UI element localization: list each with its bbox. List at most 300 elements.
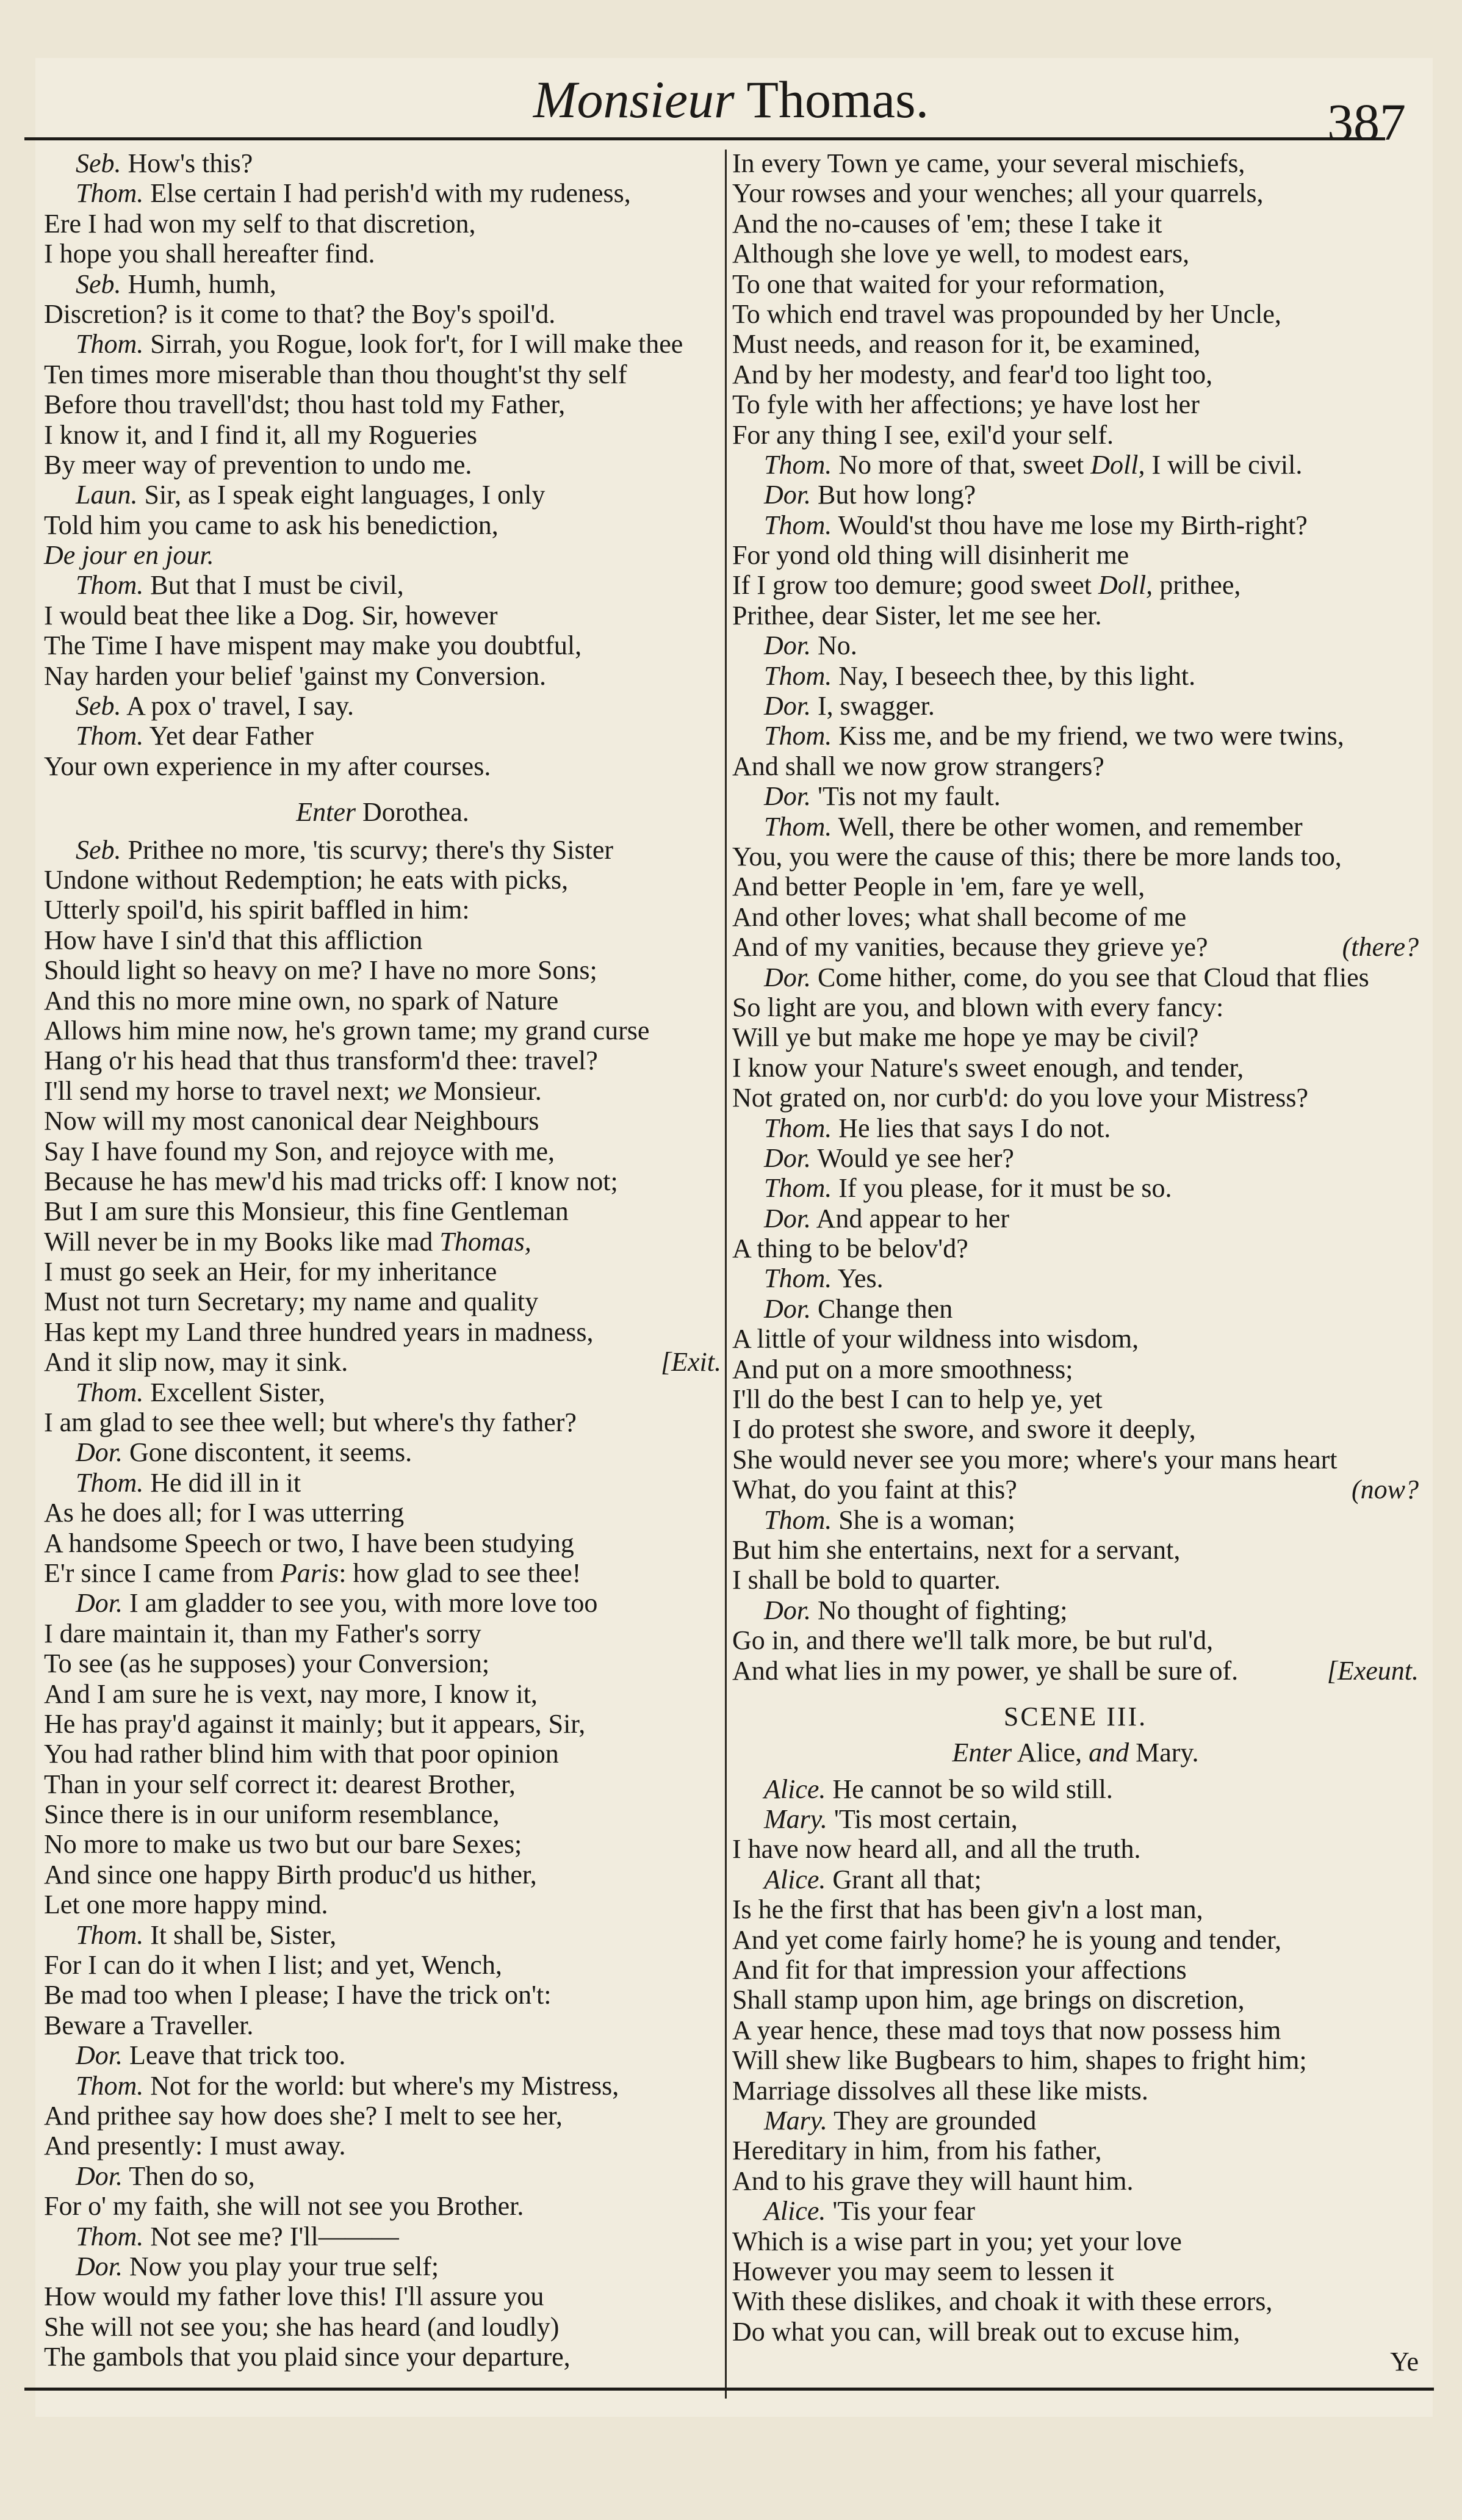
verse-text: I will be civil. <box>1145 449 1303 480</box>
text-line <box>732 480 1419 510</box>
verse-text: A thing to be belov'd? <box>732 1233 968 1264</box>
text-line <box>732 420 1419 450</box>
verse-text: And appear to her <box>811 1203 1010 1233</box>
text-line <box>44 1558 721 1588</box>
spacer <box>44 828 721 835</box>
verse-text: However you may seem to lessen it <box>732 2256 1114 2286</box>
verse-text: She is a woman; <box>832 1504 1015 1535</box>
text-line <box>44 2222 721 2251</box>
verse-text: I shall be bold to quarter. <box>732 1565 1001 1595</box>
text-line <box>44 1769 721 1799</box>
verse-text: Yet dear Father <box>143 721 314 751</box>
speaker-name: Thom. <box>764 1263 832 1294</box>
verse-text: And what lies in my power, ye shall be sure of. <box>732 1655 1239 1686</box>
verse-text: And put on a more smoothness; <box>732 1354 1073 1384</box>
text-line <box>44 2010 721 2040</box>
text-line <box>732 1595 1419 1625</box>
character-name: Mary. <box>1129 1738 1199 1768</box>
text-line <box>44 630 721 660</box>
verse-text: No more to make us two but our bare Sexes; <box>44 1829 522 1860</box>
text-line <box>44 1196 721 1226</box>
spacer <box>44 781 721 797</box>
speaker-name: Thom. <box>76 2070 144 2101</box>
text-line <box>44 1227 721 1257</box>
speaker-name: Thom. <box>764 1113 832 1143</box>
verse-text: No more of that, sweet <box>832 449 1091 480</box>
speaker-name: Thom. <box>76 721 144 751</box>
speaker-name: Thom. <box>764 721 832 751</box>
text-line <box>732 992 1419 1022</box>
verse-text: Hang o'r his head that thus transform'd thee: travel? <box>44 1045 598 1076</box>
speaker-name: Thom. <box>76 329 144 359</box>
text-line <box>732 1083 1419 1113</box>
verse-text: A year hence, these mad toys that now possess him <box>732 2015 1281 2045</box>
verse-text: Ten times more miserable than thou thought'st thy self <box>44 359 627 389</box>
text-line <box>44 389 721 419</box>
verse-text: He lies that says I do not. <box>832 1113 1111 1143</box>
verse-text: And presently: I must away. <box>44 2131 346 2161</box>
character-name: Alice, <box>1012 1738 1089 1768</box>
text-line <box>44 1920 721 1950</box>
speaker-name: Dor. <box>764 1293 812 1324</box>
verse-text: If I grow too demure; good sweet <box>732 570 1098 601</box>
verse-text: Shall stamp upon him, age brings on discretion, <box>732 1985 1245 2015</box>
text-line <box>732 1204 1419 1233</box>
verse-text: I know your Nature's sweet enough, and tender, <box>732 1052 1244 1083</box>
verse-text: Should light so heavy on me? I have no more Sons; <box>44 955 597 986</box>
speaker-name: Mary. <box>764 1804 827 1835</box>
text-line <box>44 895 721 925</box>
italic-word: Thomas, <box>439 1226 531 1257</box>
verse-text: Sir, as I speak eight languages, I only <box>137 480 546 510</box>
text-line <box>732 2015 1419 2045</box>
text-line <box>732 570 1419 600</box>
speaker-name: Thom. <box>76 1377 144 1407</box>
verse-text: Humh, humh, <box>121 269 276 299</box>
text-line <box>44 1950 721 1980</box>
text-line <box>732 1865 1419 1894</box>
verse-text: No. <box>811 630 857 661</box>
speaker-name: Dor. <box>764 480 812 510</box>
speaker-name: Dor. <box>76 2251 123 2281</box>
speaker-name: Dor. <box>764 1595 812 1625</box>
verse-text: Will never be in my Books like mad <box>44 1226 440 1257</box>
verse-text: So light are you, and blown with every fancy: <box>732 992 1224 1022</box>
running-title <box>0 66 1462 133</box>
stage-direction: Enter <box>296 797 356 828</box>
text-line <box>732 2196 1419 2226</box>
verse-text: And the no-causes of 'em; these I take it <box>732 208 1162 239</box>
text-line <box>732 2076 1419 2106</box>
text-line <box>44 2281 721 2311</box>
verse-text: Let one more happy mind. <box>44 1890 328 1920</box>
text-line <box>732 2286 1419 2316</box>
verse-text: I have now heard all, and all the truth. <box>732 1834 1141 1865</box>
text-line <box>44 209 721 239</box>
text-line <box>44 2101 721 2131</box>
text-line <box>44 1860 721 1890</box>
verse-text: Would'st thou have me lose my Birth-right? <box>832 510 1308 540</box>
text-line <box>44 540 721 570</box>
text-line <box>44 986 721 1016</box>
verse-text: Marriage dissolves all these like mists. <box>732 2075 1148 2106</box>
text-line <box>732 1354 1419 1384</box>
speaker-name: Thom. <box>76 570 144 601</box>
text-line <box>44 1437 721 1467</box>
text-line <box>732 721 1419 751</box>
verse-text: 'Tis not my fault. <box>811 781 1001 812</box>
verse-text: A little of your wildness into wisdom, <box>732 1324 1139 1354</box>
verse-text: Change then <box>811 1293 953 1324</box>
verse-text: Discretion? is it come to that? the Boy's spoil'd. <box>44 298 556 329</box>
text-line <box>732 2317 1419 2347</box>
stage-direction: and <box>1089 1738 1129 1768</box>
text-line <box>44 1106 721 1136</box>
character-name: Dorothea. <box>356 797 469 828</box>
verse-text: Do what you can, will break out to excuse him, <box>732 2316 1241 2347</box>
speaker-name: Thom. <box>764 1504 832 1535</box>
text-line <box>44 1407 721 1437</box>
text-line <box>44 835 721 865</box>
speaker-name: Dor. <box>76 1588 123 1619</box>
verse-text: With these dislikes, and choak it with these errors, <box>732 2286 1273 2317</box>
verse-text: I'll send my horse to travel next; <box>44 1075 397 1106</box>
verse-text: Has kept my Land three hundred years in madness, <box>44 1316 594 1347</box>
text-line <box>44 2071 721 2101</box>
verse-text: Not see me? I'll——— <box>143 2221 399 2251</box>
verse-text: Since there is in our uniform resemblance, <box>44 1799 500 1830</box>
text-line <box>732 1774 1419 1804</box>
spacer <box>732 1768 1419 1774</box>
text-line <box>44 721 721 751</box>
speaker-name: Thom. <box>764 660 832 691</box>
text-line <box>732 1738 1419 1767</box>
column-divider <box>725 150 727 2399</box>
text-line <box>44 1016 721 1045</box>
running-title-italic: Monsieur <box>533 70 735 129</box>
verse-text: But him she entertains, next for a servant, <box>732 1534 1181 1565</box>
text-line <box>732 1445 1419 1475</box>
verse-text: I, swagger. <box>811 691 935 721</box>
verse-text: Now you play your true self; <box>123 2251 439 2281</box>
speaker-name: Seb. <box>76 834 121 865</box>
verse-text: And since one happy Birth produc'd us hither, <box>44 1859 537 1890</box>
verse-text: Your rowses and your wenches; all your quarrels, <box>732 178 1264 209</box>
speaker-name: Seb. <box>76 269 121 299</box>
verse-text: If you please, for it must be so. <box>832 1173 1172 1204</box>
speaker-name: Dor. <box>76 2040 123 2071</box>
text-line <box>732 691 1419 721</box>
verse-text: How would my father love this! I'll assure you <box>44 2281 544 2312</box>
text-line <box>732 1113 1419 1143</box>
page-number: 387 <box>1327 93 1406 151</box>
verse-text: Your own experience in my after courses. <box>44 751 491 781</box>
speaker-name: Mary. <box>764 2106 827 2136</box>
verse-text: Before thou travell'dst; thou hast told my Father, <box>44 389 566 420</box>
text-line <box>44 1377 721 1407</box>
verse-text: For o' my faith, she will not see you Brother. <box>44 2191 524 2222</box>
italic-word: we <box>397 1075 427 1106</box>
text-line <box>44 2191 721 2221</box>
verse-text: Nay harden your belief 'gainst my Conversion. <box>44 660 546 691</box>
verse-text: Allows him mine now, he's grown tame; my grand curse <box>44 1015 650 1045</box>
text-line <box>732 209 1419 239</box>
text-line <box>732 1384 1419 1414</box>
text-line <box>44 329 721 359</box>
verse-text: Then do so, <box>123 2161 255 2191</box>
text-line <box>732 1022 1419 1052</box>
text-line <box>732 1656 1419 1686</box>
stage-exit: [Exeunt. <box>1327 1655 1419 1686</box>
verse-text: How's this? <box>121 148 253 178</box>
verse-text: To see (as he supposes) your Conversion; <box>44 1648 490 1679</box>
text-line <box>44 661 721 691</box>
text-line <box>732 1985 1419 2015</box>
text-line <box>44 797 721 827</box>
text-line <box>44 420 721 450</box>
text-line <box>44 1739 721 1769</box>
text-line <box>44 1799 721 1829</box>
verse-text: To one that waited for your reformation, <box>732 269 1165 299</box>
text-line <box>732 2256 1419 2286</box>
italic-word: Paris <box>280 1558 339 1588</box>
verse-text: And yet come fairly home? he is young and tender, <box>732 1924 1281 1955</box>
verse-text: Monsieur. <box>427 1075 542 1106</box>
verse-text: Prithee, dear Sister, let me see her. <box>732 600 1102 630</box>
verse-text: Utterly spoil'd, his spirit baffled in him: <box>44 895 470 925</box>
text-line <box>44 239 721 269</box>
verse-text: Now will my most canonical dear Neighbours <box>44 1106 539 1136</box>
verse-text: I am gladder to see you, with more love too <box>123 1588 598 1619</box>
verse-text: I dare maintain it, than my Father's sorry <box>44 1618 481 1648</box>
verse-text: To fyle with her affections; ye have lost her <box>732 389 1200 420</box>
speaker-name: Thom. <box>764 510 832 540</box>
spacer <box>732 1686 1419 1702</box>
text-line <box>732 1702 1419 1731</box>
verse-text: And to his grave they will haunt him. <box>732 2165 1134 2196</box>
text-line <box>44 1588 721 1618</box>
verse-text: They are grounded <box>827 2106 1037 2136</box>
text-line <box>732 661 1419 691</box>
text-line <box>44 1136 721 1166</box>
speaker-name: Dor. <box>764 1143 812 1173</box>
top-rule <box>24 137 1385 140</box>
verse-text: And this no more mine own, no spark of Nature <box>44 985 559 1016</box>
verse-text: As he does all; for I was utterring <box>44 1498 405 1528</box>
text-line <box>732 389 1419 419</box>
text-line <box>44 178 721 208</box>
verse-text: I hope you shall hereafter find. <box>44 239 375 269</box>
text-line <box>44 1317 721 1347</box>
text-line <box>732 1955 1419 1985</box>
text-line <box>44 691 721 721</box>
text-line <box>44 925 721 955</box>
text-line <box>44 1709 721 1739</box>
text-line <box>44 2251 721 2281</box>
verse-text: Than in your self correct it: dearest Brother, <box>44 1769 516 1799</box>
text-line <box>44 751 721 781</box>
text-line <box>732 2166 1419 2196</box>
text-line <box>732 2226 1419 2256</box>
text-line <box>44 1287 721 1316</box>
speaker-name: Laun. <box>76 480 138 510</box>
verse-text: He has pray'd against it mainly; but it appears, Sir, <box>44 1708 586 1739</box>
verse-text: 'Tis your fear <box>826 2196 976 2226</box>
text-line <box>732 450 1419 480</box>
text-line <box>732 630 1419 660</box>
text-line <box>44 2342 721 2372</box>
text-line <box>44 2312 721 2342</box>
verse-text: Be mad too when I please; I have the trick on't: <box>44 1980 552 2010</box>
speaker-name: Alice. <box>764 1864 826 1894</box>
verse-text: Excellent Sister, <box>143 1377 325 1407</box>
speaker-name: Thom. <box>764 811 832 842</box>
text-line <box>44 1619 721 1648</box>
text-line <box>732 359 1419 389</box>
text-line <box>44 359 721 389</box>
text-line <box>44 2131 721 2161</box>
text-line <box>44 1045 721 1075</box>
verse-text: Prithee no more, 'tis scurvy; there's thy Sister <box>121 834 614 865</box>
text-line <box>44 510 721 540</box>
verse-text: For I can do it when I list; and yet, Wench, <box>44 1950 502 1980</box>
text-line <box>732 1894 1419 1924</box>
verse-text: E'r since I came from <box>44 1558 281 1588</box>
stage-exit: (there? <box>1342 932 1419 962</box>
verse-text: 'Tis most certain, <box>827 1804 1018 1835</box>
text-line <box>732 1143 1419 1173</box>
verse-text: Told him you came to ask his benediction, <box>44 510 499 540</box>
verse-text: In every Town ye came, your several mischiefs, <box>732 148 1245 178</box>
text-line <box>44 1257 721 1287</box>
verse-text: : how glad to see thee! <box>339 1558 582 1588</box>
verse-text: And prithee say how does she? I melt to see her, <box>44 2101 563 2131</box>
verse-text: The Time I have mispent may make you doubtful, <box>44 630 582 661</box>
verse-text: A pox o' travel, I say. <box>121 691 354 721</box>
text-line <box>732 2106 1419 2136</box>
speaker-name: Thom. <box>76 1919 144 1950</box>
verse-text: Will shew like Bugbears to him, shapes to fright him; <box>732 2045 1307 2076</box>
speaker-name: Dor. <box>764 691 812 721</box>
text-line <box>732 2136 1419 2165</box>
text-line <box>44 1890 721 1919</box>
verse-text: A handsome Speech or two, I have been studying <box>44 1528 574 1558</box>
text-line <box>732 148 1419 178</box>
verse-text: But I am sure this Monsieur, this fine Gentleman <box>44 1196 569 1227</box>
speaker-name: Thom. <box>76 1467 144 1498</box>
verse-text: Yes. <box>832 1263 884 1294</box>
verse-text: I know it, and I find it, all my Rogueries <box>44 419 477 450</box>
text-line <box>732 1625 1419 1655</box>
text-line <box>732 540 1419 570</box>
verse-text: How have I sin'd that this affliction <box>44 925 423 955</box>
text-line <box>44 299 721 329</box>
text-line <box>44 955 721 985</box>
verse-text: Well, there be other women, and remember <box>832 811 1303 842</box>
speaker-name: Thom. <box>76 2221 144 2251</box>
verse-text: By meer way of prevention to undo me. <box>44 449 472 480</box>
text-line <box>44 1347 721 1377</box>
text-line <box>732 1475 1419 1504</box>
verse-text: Because he has mew'd his mad tricks off: I know not; <box>44 1166 618 1196</box>
verse-text: Hereditary in him, from his father, <box>732 2136 1102 2166</box>
text-line <box>732 932 1419 962</box>
verse-text: What, do you faint at this? <box>732 1475 1017 1505</box>
italic-word: Doll, <box>1090 449 1145 480</box>
text-line <box>732 1834 1419 1864</box>
text-line <box>44 1528 721 1558</box>
verse-text: And other loves; what shall become of me <box>732 901 1187 932</box>
speaker-name: Seb. <box>76 691 121 721</box>
text-line <box>44 480 721 510</box>
verse-text: I'll do the best I can to help ye, yet <box>732 1384 1103 1415</box>
verse-text: I am glad to see thee well; but where's thy father? <box>44 1407 577 1438</box>
italic-text: De jour en jour. <box>44 540 214 571</box>
scene-heading: SCENE III. <box>1003 1701 1148 1731</box>
text-line <box>44 1829 721 1859</box>
verse-text: For yond old thing will disinherit me <box>732 540 1129 571</box>
verse-text: Grant all that; <box>826 1864 982 1894</box>
verse-text: But how long? <box>811 480 976 510</box>
verse-text: And better People in 'em, fare ye well, <box>732 872 1145 902</box>
text-line <box>44 1980 721 2010</box>
running-title-rest: Thomas. <box>734 70 929 129</box>
text-line <box>732 872 1419 901</box>
verse-text: Else certain I had perish'd with my rudeness, <box>143 178 631 209</box>
verse-text: prithee, <box>1153 570 1241 601</box>
stage-direction: Enter <box>952 1738 1012 1768</box>
text-line <box>732 269 1419 299</box>
text-line <box>44 1076 721 1106</box>
verse-text: I must go seek an Heir, for my inheritance <box>44 1257 497 1287</box>
verse-text: Not for the world: but where's my Mistress, <box>143 2070 619 2101</box>
verse-text: You, you were the cause of this; there be more lands too, <box>732 841 1342 872</box>
speaker-name: Dor. <box>764 781 812 812</box>
verse-text: Not grated on, nor curb'd: do you love your Mistress? <box>732 1083 1308 1113</box>
verse-text: Will ye but make me hope ye may be civil? <box>732 1022 1199 1053</box>
verse-text: No thought of fighting; <box>811 1595 1068 1625</box>
text-line <box>732 1233 1419 1263</box>
text-line <box>732 842 1419 872</box>
speaker-name: Dor. <box>76 2161 123 2191</box>
verse-text: The gambols that you plaid since your departure, <box>44 2342 571 2372</box>
text-line <box>732 601 1419 630</box>
right-column <box>732 148 1419 2377</box>
text-line <box>732 1324 1419 1354</box>
text-line <box>44 1648 721 1678</box>
text-line <box>732 962 1419 992</box>
verse-text: It shall be, Sister, <box>143 1919 337 1950</box>
text-line <box>732 1804 1419 1834</box>
verse-text: Say I have found my Son, and rejoyce with me, <box>44 1136 555 1166</box>
verse-text: To which end travel was propounded by her Uncle, <box>732 298 1281 329</box>
verse-text: She would never see you more; where's your mans heart <box>732 1444 1338 1475</box>
speaker-name: Alice. <box>764 1774 826 1804</box>
text-line <box>732 1173 1419 1203</box>
speaker-name: Dor. <box>764 962 812 992</box>
text-line <box>44 1166 721 1196</box>
verse-text: She will not see you; she has heard (and loudly) <box>44 2311 560 2342</box>
text-line <box>732 178 1419 208</box>
speaker-name: Thom. <box>76 178 144 209</box>
text-line <box>732 510 1419 540</box>
catchword <box>732 2347 1419 2377</box>
stage-exit: (now? <box>1352 1475 1419 1505</box>
verse-text: Sirrah, you Rogue, look for't, for I will make thee <box>143 329 683 359</box>
verse-text: Go in, and there we'll talk more, be but rul'd, <box>732 1625 1214 1656</box>
text-line <box>732 1535 1419 1565</box>
speaker-name: Thom. <box>764 1173 832 1204</box>
